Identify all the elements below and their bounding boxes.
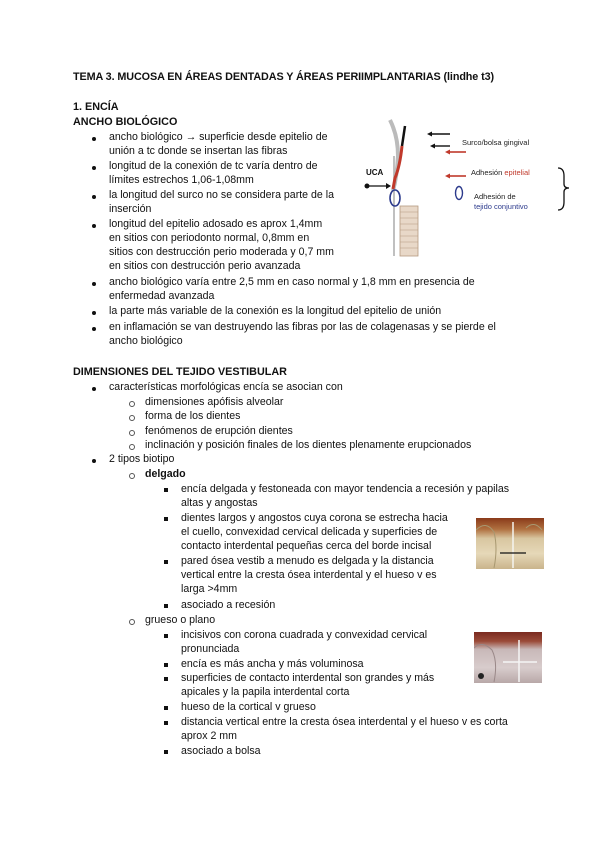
- bullet-square-icon: [164, 634, 168, 638]
- bullet-square-icon: [164, 488, 168, 492]
- list-item-text: hueso de la cortical v grueso: [181, 701, 316, 713]
- section-heading-dimensiones: DIMENSIONES DEL TEJIDO VESTIBULAR: [73, 366, 287, 378]
- list-item-text: pared ósea vestib a menudo es delgada y la distancia: [181, 555, 434, 567]
- measurement-cross-icon: [474, 632, 542, 683]
- list-item-text: asociado a recesión: [181, 599, 276, 611]
- bullet-square-icon: [164, 560, 168, 564]
- list-item-text: inserción: [109, 203, 152, 215]
- biotipo-grueso-label: grueso o plano: [145, 614, 216, 626]
- list-item-text: altas y angostas: [181, 497, 258, 509]
- list-item-text: ancho biológico varía entre 2,5 mm en caso normal y 1,8 mm en presencia de: [109, 276, 475, 288]
- list-item-text: forma de los dientes: [145, 410, 241, 422]
- list-item-text: encía es más ancha y más voluminosa: [181, 658, 364, 670]
- thin-biotype-teeth-photo: [476, 518, 544, 569]
- list-item-text: ancho biológico → superficie desde epitelio de: [109, 131, 328, 143]
- list-item-text: fenómenos de erupción dientes: [145, 425, 293, 437]
- list-item-text: ancho biológico: [109, 335, 183, 347]
- list-item-text: longitud del epitelio adosado es aprox 1,4mm: [109, 218, 323, 230]
- bullet-circle-icon: [129, 473, 135, 479]
- uca-label: UCA: [366, 168, 384, 177]
- list-item-text: longitud de la conexión de tc varía dentro de: [109, 160, 318, 172]
- bullet-square-icon: [164, 663, 168, 667]
- list-item-text: asociado a bolsa: [181, 745, 261, 757]
- list-item-text: apicales y la papila interdental corta: [181, 686, 350, 698]
- list-item-text: dimensiones apófisis alveolar: [145, 396, 284, 408]
- list-item-text: encía delgada y festoneada con mayor tendencia a recesión y papilas: [181, 483, 510, 495]
- bullet-dot-icon: [92, 224, 96, 228]
- list-item-text: en sitios con periodonto normal, 0,8mm en: [109, 232, 310, 244]
- list-item-text: superficies de contacto interdental son grandes y más: [181, 672, 435, 684]
- bullet-square-icon: [164, 517, 168, 521]
- thick-biotype-teeth-photo: [474, 632, 542, 683]
- list-item-text: límites estrechos 1,06-1,08mm: [109, 174, 254, 186]
- document-title: TEMA 3. MUCOSA EN ÁREAS DENTADAS Y ÁREAS PERIIMPLANTARIAS (lindhe t3): [73, 71, 495, 83]
- list-item-text: vertical entre la cresta ósea interdental y el hueso v es: [181, 569, 437, 581]
- list-item-text: 2 tipos biotipo: [109, 453, 175, 465]
- list-item-text: la longitud del surco no se considera parte de la: [109, 189, 334, 201]
- bullet-dot-icon: [92, 459, 96, 463]
- section-heading-encia: 1. ENCÍA: [73, 101, 119, 113]
- bullet-square-icon: [164, 706, 168, 710]
- bullet-circle-icon: [129, 619, 135, 625]
- bullet-circle-icon: [129, 401, 135, 407]
- tejido-conjuntivo-label: tejido conjuntivo: [474, 202, 528, 211]
- bullet-circle-icon: [129, 444, 135, 450]
- list-item-text: dientes largos y angostos cuya corona se estrecha hacia: [181, 512, 448, 524]
- list-item-text: en inflamación se van destruyendo las fibras por las de colagenasas y se pierde el: [109, 321, 496, 333]
- list-item-text: inclinación y posición finales de los dientes plenamente erupcionados: [145, 439, 472, 451]
- bullet-dot-icon: [92, 387, 96, 391]
- list-item-text: aprox 2 mm: [181, 730, 237, 742]
- bullet-dot-icon: [92, 195, 96, 199]
- list-item-text: unión a tc donde se insertan las fibras: [109, 145, 288, 157]
- biotipo-delgado-label: delgado: [145, 468, 186, 480]
- bullet-dot-icon: [92, 282, 96, 286]
- epitelial-word: epitelial: [504, 168, 530, 177]
- adhesion-epitelial-label: [471, 168, 530, 177]
- bullet-dot-icon: [92, 311, 96, 315]
- list-item-text: el cuello, convexidad cervical delicada y superficies de: [181, 526, 438, 538]
- surco-label: Surco/bolsa gingival: [462, 138, 530, 147]
- bullet-square-icon: [164, 721, 168, 725]
- bullet-square-icon: [164, 677, 168, 681]
- bullet-dot-icon: [92, 166, 96, 170]
- bullet-dot-icon: [92, 137, 96, 141]
- measurement-cross-icon: [476, 518, 544, 569]
- bullet-circle-icon: [129, 415, 135, 421]
- list-item-text: la parte más variable de la conexión es la longitud del epitelio de unión: [109, 305, 442, 317]
- list-item-text: enfermedad avanzada: [109, 290, 215, 302]
- list-item-text: pronunciada: [181, 643, 240, 655]
- list-item-text: en sitios con destrucción perio avanzada: [109, 260, 301, 272]
- list-item-text: larga >4mm: [181, 583, 238, 595]
- list-item-text: sitios con destrucción perio moderada y 0,7 mm: [109, 246, 334, 258]
- bullet-square-icon: [164, 604, 168, 608]
- adhesion-word: Adhesión: [471, 168, 503, 177]
- bullet-circle-icon: [129, 430, 135, 436]
- list-item-text: características morfológicas encía se asocian con: [109, 381, 343, 393]
- bullet-dot-icon: [92, 327, 96, 331]
- list-item-text: contacto interdental pequeñas cerca del borde incisal: [181, 540, 432, 552]
- biologic-width-diagram: [362, 116, 577, 261]
- list-item-text: incisivos con corona cuadrada y convexidad cervical: [181, 629, 428, 641]
- bullet-square-icon: [164, 750, 168, 754]
- subheading-ancho-biologico: ANCHO BIOLÓGICO: [73, 116, 178, 128]
- list-item-text: distancia vertical entre la cresta ósea interdental y el hueso v es corta: [181, 716, 508, 728]
- adhesion-de-label: Adhesión de: [474, 192, 516, 201]
